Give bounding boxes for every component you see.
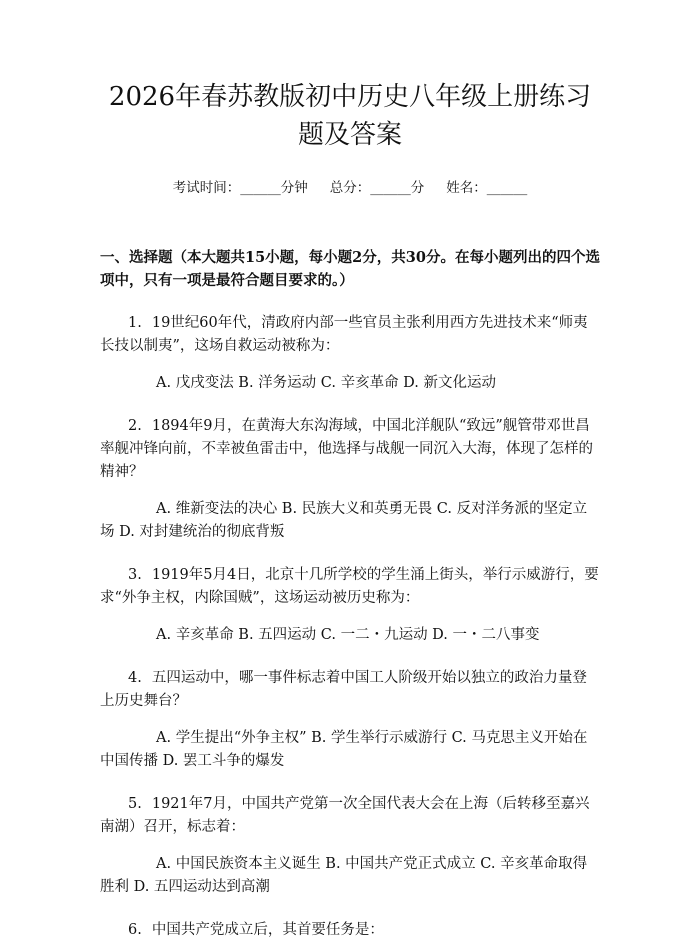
question-4 — [100, 667, 600, 713]
question-number: 3. — [128, 567, 142, 583]
question-number: 6. — [128, 922, 142, 938]
document-title: 2026年春苏教版初中历史八年级上册练习题及答案 — [108, 82, 592, 150]
total-score-label: 总分：______分 — [329, 180, 425, 196]
question-text: 五四运动中，哪一事件标志着中国工人阶级开始以独立的政治力量登上历史舞台？ — [100, 670, 587, 709]
question-3-options: A. 辛亥革命 B. 五四运动 C. 一二・九运动 D. 一・二八事变 — [156, 627, 540, 643]
question-5 — [100, 793, 600, 839]
question-6 — [100, 919, 600, 942]
exam-info-line — [100, 178, 600, 198]
question-1-options: A. 戊戌变法 B. 洋务运动 C. 辛亥革命 D. 新文化运动 — [156, 375, 497, 391]
exam-time-label: 考试时间：______分钟 — [172, 180, 308, 196]
question-2-options: A. 维新变法的决心 B. 民族大义和英勇无畏 C. 反对洋务派的坚定立场 D. 对封建统治的彻底背叛 — [100, 501, 588, 540]
question-3 — [100, 564, 600, 610]
question-number: 2. — [128, 418, 142, 434]
question-text: 19世纪60年代，清政府内部一些官员主张利用西方先进技术来“师夷长技以制夷”，这场自救运动被称为： — [100, 315, 588, 354]
question-text: 1894年9月，在黄海大东沟海域，中国北洋舰队“致远”舰管带邓世昌率舰冲锋向前，不幸被鱼雷击中，他选择与战舰一同沉入大海，体现了怎样的精神？ — [100, 418, 593, 480]
question-text: 1919年5月4日，北京十几所学校的学生涌上街头，举行示威游行，要求“外争主权，内除国贼”，这场运动被历史称为： — [100, 567, 599, 606]
student-name-label: 姓名：______ — [446, 180, 528, 196]
question-4-options: A. 学生提出“外争主权” B. 学生举行示威游行 C. 马克思主义开始在中国传播 D. 罢工斗争的爆发 — [100, 730, 588, 769]
section-heading: 一、选择题（本大题共15小题，每小题2分，共30分。在每小题列出的四个选项中，只有一项是最符合题目要求的。） — [100, 249, 600, 289]
question-1 — [100, 312, 600, 358]
question-text: 1921年7月，中国共产党第一次全国代表大会在上海（后转移至嘉兴南湖）召开，标志着： — [100, 796, 590, 835]
question-number: 5. — [128, 796, 142, 812]
question-number: 4. — [128, 670, 142, 686]
question-text: 中国共产党成立后，其首要任务是： — [151, 922, 384, 938]
question-5-options: A. 中国民族资本主义诞生 B. 中国共产党正式成立 C. 辛亥革命取得胜利 D. 五四运动达到高潮 — [100, 856, 588, 895]
question-2 — [100, 415, 600, 484]
question-number: 1. — [128, 315, 142, 331]
